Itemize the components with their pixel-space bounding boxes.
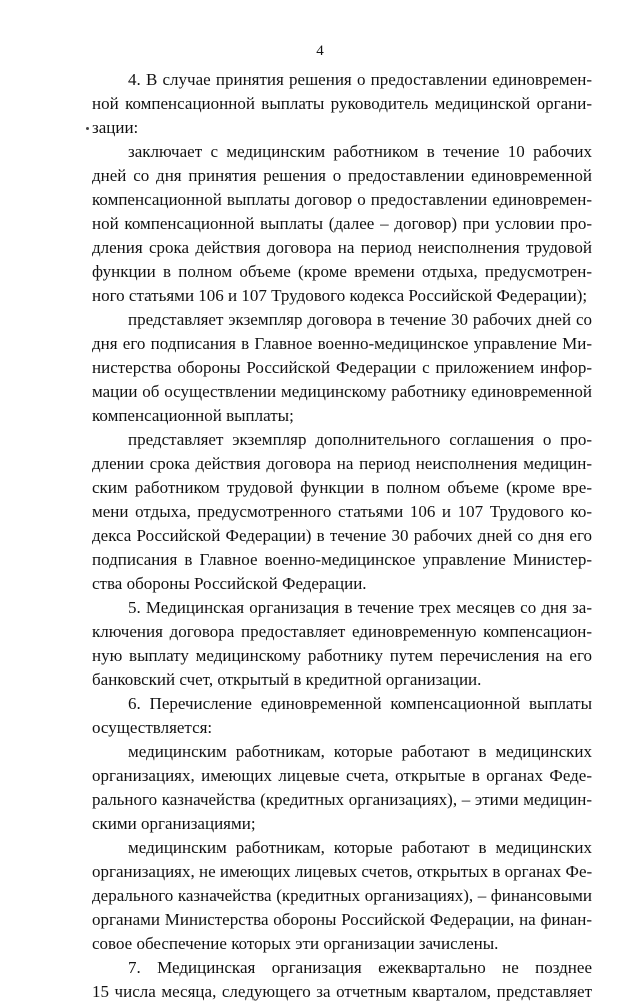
text-line: ного статьями 106 и 107 Трудового кодекса Российской Федерации); — [92, 286, 588, 305]
text-line: декса Российской Федерации) в течение 30 рабочих дней со дня его — [92, 526, 592, 545]
text-line: компенсационной выплаты; — [92, 406, 294, 425]
text-line: банковский счет, открытый в кредитной организации. — [92, 670, 482, 689]
text-line: 5. Медицинская организация в течение трех месяцев со дня за- — [128, 598, 592, 617]
text-line: ную выплату медицинскому работнику путем перечисления на его — [92, 646, 592, 665]
text-line: ной компенсационной выплаты руководитель медицинской органи- — [92, 94, 592, 113]
text-line: 15 числа месяца, следующего за отчетным кварталом, представляет — [92, 982, 592, 1001]
page-number: 4 — [316, 43, 324, 59]
text-line: дней со дня принятия решения о предоставлении единовременной — [92, 166, 592, 185]
scan-speck-mark — [86, 127, 89, 130]
text-line: ства обороны Российской Федерации. — [92, 574, 367, 593]
text-line: осуществляется: — [92, 718, 213, 737]
text-line: органами Министерства обороны Российской Федерации, на финан- — [92, 910, 592, 929]
text-line: рального казначейства (кредитных организациях), – этими медицин- — [92, 790, 592, 809]
text-line: зации: — [92, 118, 139, 137]
text-line: представляет экземпляр договора в течение 30 рабочих дней со — [128, 310, 592, 329]
text-line: нистерства обороны Российской Федерации с приложением инфор- — [92, 358, 592, 377]
text-line: совое обеспечение которых эти организации зачислены. — [92, 934, 499, 953]
text-line: длении срока действия договора на период неисполнения медицин- — [92, 454, 592, 473]
text-line: 4. В случае принятия решения о предоставлении единовремен- — [128, 70, 592, 89]
text-line: дня его подписания в Главное военно-медицинское управление Ми- — [92, 334, 592, 353]
text-line: ключения договора предоставляет единовременную компенсацион- — [92, 622, 592, 641]
text-line: заключает с медицинским работником в течение 10 рабочих — [128, 142, 592, 161]
text-line: скими организациями; — [92, 814, 256, 833]
text-line: медицинским работникам, которые работают в медицинских — [128, 742, 592, 761]
text-line: 6. Перечисление единовременной компенсационной выплаты — [128, 694, 592, 713]
text-line: представляет экземпляр дополнительного соглашения о про- — [128, 430, 592, 449]
text-line: организациях, имеющих лицевые счета, открытые в органах Феде- — [92, 766, 592, 785]
text-line: организациях, не имеющих лицевых счетов, открытых в органах Фе- — [92, 862, 593, 881]
text-line: подписания в Главное военно-медицинское управление Министер- — [92, 550, 592, 569]
text-line: ной компенсационной выплаты (далее – договор) при условии про- — [92, 214, 592, 233]
text-line: мации об осуществлении медицинскому работнику единовременной — [92, 382, 592, 401]
text-line: дления срока действия договора на период неисполнения трудовой — [92, 238, 592, 257]
text-line: компенсационной выплаты договор о предоставлении единовремен- — [92, 190, 592, 209]
text-line: дерального казначейства (кредитных организациях), – финансовыми — [92, 886, 592, 905]
text-line: медицинским работникам, которые работают в медицинских — [128, 838, 592, 857]
document-body — [92, 68, 592, 1004]
text-line: ским работником трудовой функции в полном объеме (кроме вре- — [92, 478, 592, 497]
text-line: 7. Медицинская организация ежеквартально не позднее — [128, 958, 592, 977]
text-line: мени отдыха, предусмотренного статьями 106 и 107 Трудового ко- — [92, 502, 592, 521]
text-line: функции в полном объеме (кроме времени отдыха, предусмотрен- — [92, 262, 592, 281]
